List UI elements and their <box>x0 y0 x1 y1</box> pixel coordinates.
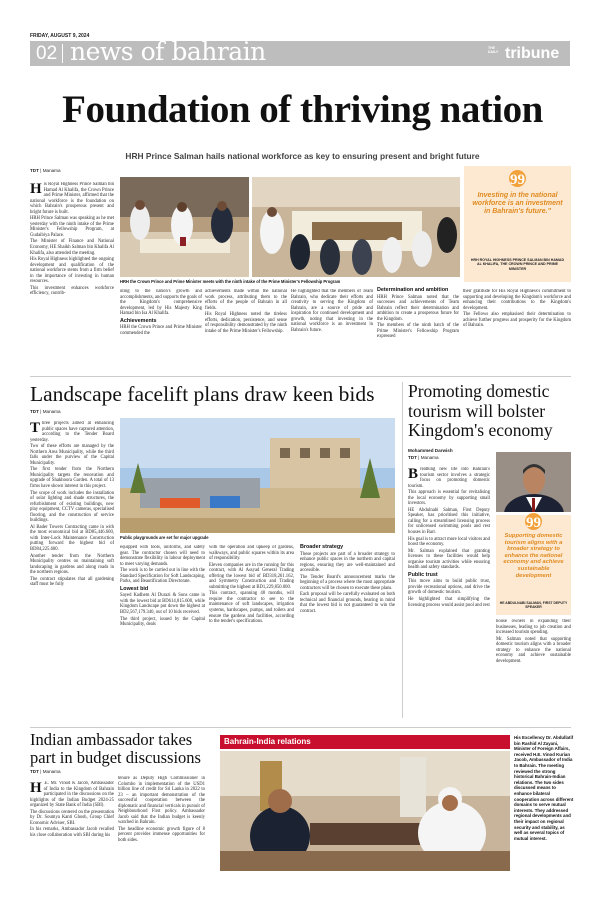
tourism-p2: This approach is essential for revitalising the local economy by supporting small investors. <box>408 490 490 507</box>
tourism-p4: His goal is to attract more local visitors and boost the economy. <box>408 536 490 548</box>
landscape-lowest-bid-heading: Lowest bid <box>120 585 149 592</box>
ambassador-col2-p2: The headline economic growth figure of 8 percent provides immense opportunities for both sides. <box>118 826 205 844</box>
brand-logo: tribune <box>505 45 560 62</box>
landscape-byline: TDT | Manama <box>30 409 61 414</box>
tourism-portrait-image <box>496 452 571 512</box>
landscape-broader-heading: Broader strategy <box>300 544 344 550</box>
landscape-p3: The first tender from the Northern Municipality targets the renovation and upgrade of Shakhoora Garden. A total of 13 firms have shown interest in this project. <box>30 467 114 490</box>
tourism-public-trust-heading: Public trust <box>408 571 438 578</box>
byline-place: Manama <box>42 168 61 173</box>
landscape-p2: Two of these efforts are managed by the Northern Area Municipality, while the third falls under the purview of the Capital Municipality. <box>30 444 114 466</box>
ambassador-byline: TDT | Manama <box>30 769 61 774</box>
page-number: 02 <box>36 43 58 64</box>
masthead-divider <box>62 44 63 63</box>
lead-col4-p1: He highlighted that the members of Team Bahrain, who dedicate their efforts and creativity to serving the Kingdom of Bahrain, are a source of pride and inspiration for continued development and growth, noting that investing in the national workforce is an investment in Bahrain's future. <box>291 289 373 333</box>
landscape-p1: hree projects aimed at enhancing public spaces have captured attention, according to the Tender Board yesterday. <box>30 421 114 443</box>
section-title: news of bahrain <box>70 37 266 66</box>
tourism-p3: HE Abdulnabi Salman, First Deputy Speaker, has prioritised this initiative, calling for a streamlined licensing process for unlicensed swimming pools and rest houses in Barr. <box>408 507 490 536</box>
landscape-col3-p2: Eleven companies are in the running for this contract, with Al Assyad General Trading offering the lowest bid of BD318,261.162, and Symmetry Construction and Trading submitting the highest at BD1,229,850.000. <box>209 562 294 590</box>
landscape-col3-p3: This contract, spanning 48 months, will require the contractor to see to the maintenance of soft landscapes, irrigation systems, hardscapes, pumps, and toilets and ensure the gardens and facilities, according to the tender's specifications. <box>209 591 294 625</box>
ambassador-col-1 <box>30 781 114 873</box>
lead-col2-p1: uting to the nation's growth and accomplishments, and supports the goals of the Kingdom's comprehensive development, led by His Majesty King Hamad bin Isa Al Khalifa. <box>120 289 202 317</box>
lead-col3-p1: achievements made within the national work process, attributing them to the efforts of the people of Bahrain in all fields. <box>205 289 287 311</box>
ambassador-byline-org: TDT <box>30 769 39 774</box>
landscape-photo <box>120 418 395 533</box>
tourism-quote-attribution: HE ABDULNABI SALMAN, FIRST DEPUTY SPEAKER <box>499 601 568 609</box>
tourism-headline: Promoting domestic tourism will bolster Kingdom's economy <box>408 381 553 440</box>
landscape-col4-p1: These projects are part of a broader strategy to enhance public spaces in the northern and capital regions, ensuring they are well-maintained and accessible. <box>300 551 395 574</box>
tourism-col2-p1: house owners in expanding their businesses, leading to job creation and increased tourism spending. <box>496 619 571 636</box>
tourism-portrait <box>496 452 571 512</box>
divider-1 <box>30 376 571 377</box>
lead-p4: His Royal Highness highlighted the ongoing development and qualification of the national workforce stems from a firm belief in the importance of investing in human resources. <box>30 257 114 285</box>
landscape-p5: Al Bader Towers Contracting came in with the most economical bid at BD85,446.600, with Inter-Lock Maintenance Construction putting forward the highest bid of BD84,225.600. <box>30 524 114 553</box>
lead-p2: HRH Prince Salman was speaking as he met yesterday with the ninth intake of the Prime Minister's Fellowship Program, at Gudaibiya Palace. <box>30 216 114 238</box>
landscape-col-4 <box>300 543 395 723</box>
lead-col6-p2: The Fellows also emphasised their determination to achieve further progress and prosperity for the Kingdom of Bahrain. <box>463 312 571 329</box>
ambassador-byline-place: Manama <box>42 769 61 774</box>
landscape-col-1 <box>30 421 114 723</box>
landscape-p7: The contract stipulates that all gardening staff must be fully <box>30 576 114 588</box>
tourism-byline-org: TDT <box>408 455 417 460</box>
landscape-p4: The scope of work includes the installation of solar lighting and shade structures, the refurbishment of existing buildings, new play equipment, CCTV cameras, specialised flooring, and the construction of service buildings. <box>30 490 114 524</box>
lead-quote-attribution: HRH ROYAL HIGHNESS PRINCE SALMAN BIN HAMAD AL KHALIFA, THE CROWN PRINCE AND PRIME MINISTER <box>470 258 565 271</box>
relations-photo-image <box>220 751 510 871</box>
lead-byline: TDT | Manama <box>30 168 61 173</box>
tourism-col-1 <box>408 467 490 723</box>
tourism-byline: TDT | Manama <box>408 455 439 460</box>
lead-p5: This investment enhances workforce efficiency, contrib- <box>30 285 114 297</box>
ambassador-headline: Indian ambassador takes part in budget discussions <box>30 730 201 767</box>
landscape-headline: Landscape facelift plans draw keen bids <box>30 382 375 406</box>
landscape-col2-p4: The third project, issued by the Capital Municipality, deals <box>120 616 205 628</box>
landscape-col-3 <box>209 545 294 723</box>
landscape-photo-caption: Public playgrounds are set for major upgrade <box>120 535 209 540</box>
landscape-col-2 <box>120 545 205 723</box>
landscape-col2-p2: The work is to be carried out in line with the Standard Specification for Soft Landscaping, Parks, and Beautification Directorate. <box>120 568 205 585</box>
lead-subhead: HRH Prince Salman hails national workforce as key to ensuring present and bright future <box>125 151 480 161</box>
divider-2 <box>30 727 571 728</box>
landscape-byline-org: TDT <box>30 409 39 414</box>
quote-icon: 99 <box>510 172 525 188</box>
tourism-p1: reathing new life into Bahrain's tourism sector involves a strategic focus on promoting domestic tourism. <box>408 467 490 489</box>
landscape-col2-p3: Sayed Kadhem Al Durazi & Sons came in with the lowest bid at BD614,015.600, while Kingdom Landscape put down the highest at BD2,567,179.340, out of 10 bids received. <box>120 593 205 616</box>
relations-caption: His Excellency Dr. Abdullatif bin Rashid Al Zayani, Minister of Foreign Affairs, received H.E. Vinod Kurian Jacob, Ambassador of India to Bahrain. The meeting reviewed the strong historical Bahrain-Indian relations. The two sides discussed means to enhance bilateral cooperation across different domains to serve mutual interests. They addressed regional developments and their impact on regional security and stability, as well as several topics of mutual interest. <box>514 735 574 841</box>
lead-photo-right-image <box>252 177 460 277</box>
lead-p3: The Minister of Finance and National Economy, HE Shaikh Salman bin Khalifa Al Khalifa, also attended the meeting. <box>30 239 114 256</box>
tourism-drop-cap: B <box>408 467 419 482</box>
lead-col5-p2: The members of the ninth batch of the Prime Minister's Fellowship Program expressed <box>377 323 459 340</box>
tourism-p7: He highlighted that simplifying the licensing process would assist pool and rest <box>408 597 490 608</box>
vertical-divider <box>402 382 403 718</box>
lead-photo-left <box>120 177 249 277</box>
tourism-author: Mohammed Darwish <box>408 448 453 453</box>
tourism-byline-place: Manama <box>420 455 439 460</box>
tourism-col-2 <box>496 619 571 723</box>
byline-org: TDT <box>30 168 39 173</box>
ambassador-drop-cap: H <box>30 781 42 796</box>
lead-col5-p1: HRH Prince Salman noted that the successes and achievements of Team Bahrain reflect their determination and ambition to create a prosperous future for the Kingdom. <box>377 294 459 322</box>
landscape-photo-image <box>120 418 395 533</box>
lead-photo-right <box>252 177 460 277</box>
tourism-col2-p2: Mr. Salman noted that supporting domestic tourism aligns with a broader strategy to enhance the national economy and achieve sustainable development. <box>496 636 571 664</box>
lead-headline: Foundation of thriving nation <box>62 88 543 131</box>
lead-col2-p2: HRH the Crown Prince and Prime Minister commended the <box>120 325 202 336</box>
lead-determination-heading: Determination and ambition <box>377 287 449 293</box>
lead-quote-text: Investing in the national workforce is an investment in Bahrain's future." <box>472 192 563 215</box>
tourism-quote-text: Supporting domestic tourism aligns with a broader strategy to enhance the national economy and achieve sustainable development <box>503 533 564 579</box>
relations-photo <box>220 751 510 871</box>
ambassador-p2: The discussions centered on the presentation by Dr. Soumya Kanti Ghosh, Group Chief Economic Adviser, SBI. <box>30 809 114 826</box>
lead-col6-p1: their gratitude for His Royal Highness's commitment to supporting and developing the Kingdom's workforce and enhancing their contributions to the Kingdom's development. <box>463 289 571 311</box>
lead-col3-p2: His Royal Highness noted the tireless efforts, dedication, persistence, and sense of responsibility demonstrated by the ninth intake of the Prime Minister's Fellowship. <box>205 312 287 334</box>
landscape-col4-p3: Each proposal will be carefully evaluated on both technical and financial grounds, bearing in mind that the lowest bid is not guaranteed to win the contract. <box>300 592 395 615</box>
lead-col-1 <box>30 182 114 404</box>
landscape-drop-cap: T <box>30 421 41 436</box>
landscape-p6: Another tender from the Northern Municipality centres on maintaining soft landscaping in gardens and along roads in the northern regions. <box>30 553 114 576</box>
masthead-date: FRIDAY, AUGUST 9, 2024 <box>30 33 90 39</box>
tourism-p5: Mr. Salman explained that granting licenses to these facilities would help organise tourism activities while ensuring health and safety standards. <box>408 548 490 571</box>
landscape-col4-p2: The Tender Board's announcement marks the beginning of a process where the most appropriate contractors will be chosen to execute these plans. <box>300 574 395 591</box>
ambassador-col-2 <box>118 776 205 873</box>
landscape-col2-p1: equipped with tools, uniforms, and safety gear. The contractor chosen will need to demonstrate flexibility in labour deployment to meet varying demands. <box>120 545 205 567</box>
lead-p1: is Royal Highness Prince Salman bin Hamad Al Khalifa, the Crown Prince and Prime Minister, affirmed that the national workforce is the foundation on which Bahrain's prosperous present and bright future is built. <box>30 182 114 215</box>
drop-cap: H <box>30 182 42 197</box>
brand-small: THE DAILY <box>488 46 499 54</box>
ambassador-p1: .E. Mr. Vinod K Jacob, Ambassador of India to the Kingdom of Bahrain participated in the discussions on the highlights of the Indian Budget 2024-25 organized by State Bank of India (SBI). <box>30 781 114 809</box>
landscape-byline-place: Manama <box>42 409 61 414</box>
tourism-p6: This move aims to build public trust, provide recreational options, and drive the growth of domestic tourism. <box>408 579 490 596</box>
tourism-quote-icon: 99 <box>526 515 541 531</box>
relations-banner: Bahrain-India relations <box>220 735 510 749</box>
lead-achievements-heading: Achievements <box>120 317 157 324</box>
landscape-col3-p1: with the operation and upkeep of gardens, walkways, and public squares within its area of responsibility. <box>209 545 294 562</box>
lead-photo-caption: HRH the Crown Prince and Prime Minister meets with the ninth intake of the Prime Minister's Fellowship Program <box>120 279 341 284</box>
ambassador-col2-p1: tenure as Deputy High Commissioner in Colombo in implementation of the USD1 billion line of credit for Sri Lanka in 2022 to 23 – an important demonstration of the successful cooperation between the diplomatic and financial verticals in pursuit of Neighbourhood First policy. Ambassador Jacob said that the Indian budget is keenly watched in Bahrain. <box>118 776 205 826</box>
ambassador-p3: In his remarks, Ambassador Jacob recalled his close collaboration with SBI during his <box>30 827 114 838</box>
lead-photo-left-image <box>120 177 249 277</box>
